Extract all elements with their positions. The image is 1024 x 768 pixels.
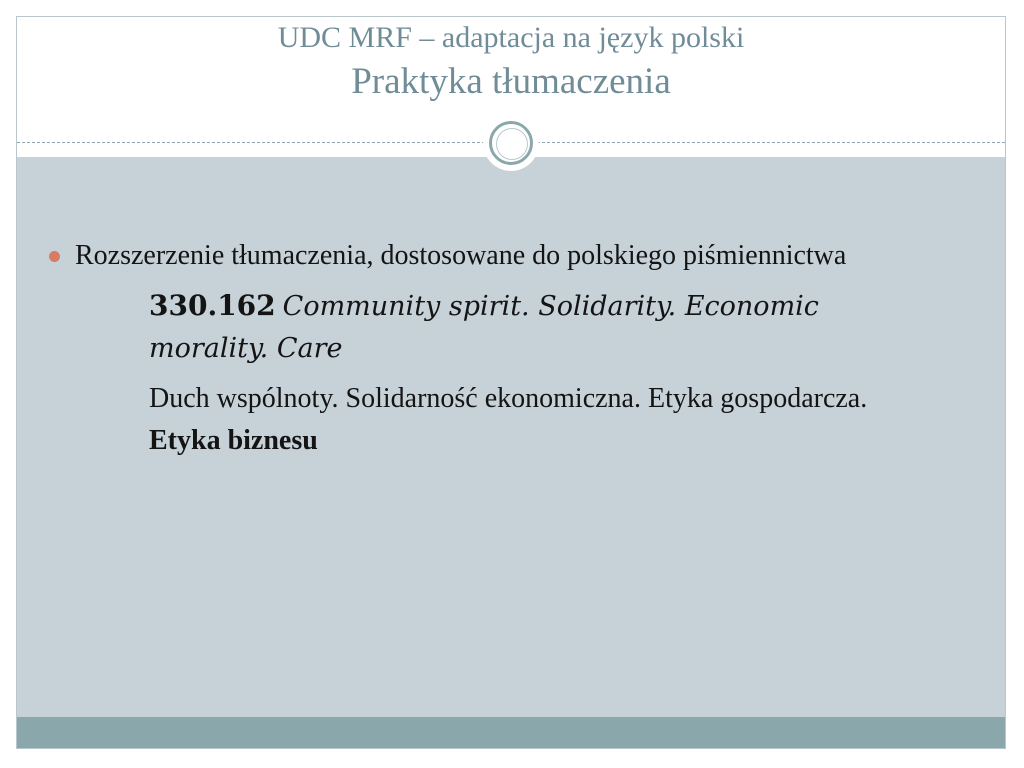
slide-title-line1: UDC MRF – adaptacja na język polski xyxy=(277,21,745,54)
udc-code: 330.162 xyxy=(149,289,276,322)
bullet-dot-icon xyxy=(49,251,60,262)
udc-english-caption: Community spirit. Solidarity. Economic morality. Care xyxy=(149,291,819,364)
bullet-item xyxy=(47,235,967,277)
udc-polish-caption: Duch wspólnoty. Solidarność ekonomiczna. Etyka gospodarcza. xyxy=(149,383,868,414)
slide-title-line2: Praktyka tłumaczenia xyxy=(351,61,671,102)
bullet-text: Rozszerzenie tłumaczenia, dostosowane do polskiego piśmiennictwa xyxy=(75,240,847,271)
text-block xyxy=(47,235,967,462)
udc-entry-polish xyxy=(149,378,919,462)
slide xyxy=(16,16,1006,749)
circle-ornament-icon xyxy=(483,115,539,171)
ornament-ring xyxy=(489,121,533,165)
footer-bar xyxy=(17,717,1005,749)
content-area xyxy=(17,157,1005,717)
udc-entry-english xyxy=(149,285,919,370)
ornament-inner-ring xyxy=(496,128,528,160)
udc-polish-bold-term: Etyka biznesu xyxy=(149,425,318,456)
